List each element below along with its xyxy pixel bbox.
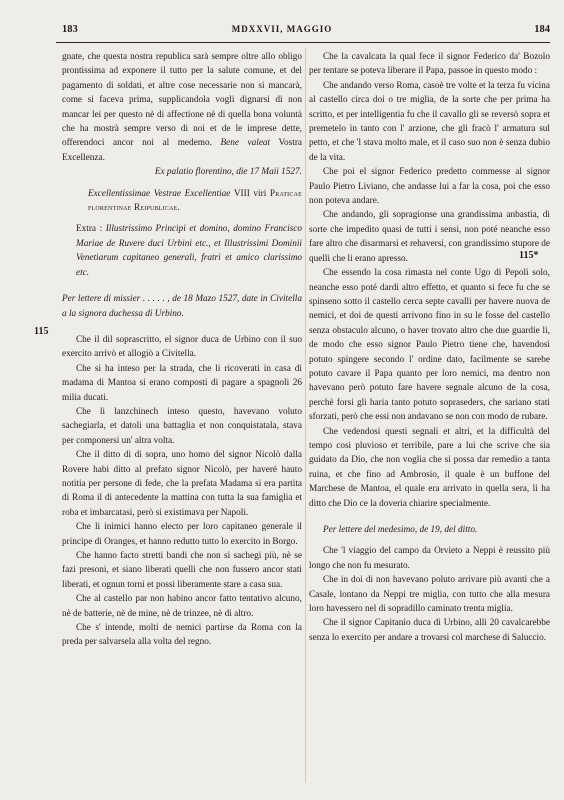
body-paragraph: Che il signor Capitanio duca di Urbino, alli 20 cavalcarebbe senza lo exercito per andare a trovarsi col marchese di Saluccio. (309, 618, 550, 643)
body-paragraph: Che essendo la cosa rimasta nel conte Ugo di Pepoli solo, neanche esso poté dardi altro effetto, et quanto si fece fu che se spinseno sotto il castello cerca septe cavalli per havere nuova de nemici, et doi de questi arrivono fino in su le fosse del castello senza obstaculo alcuno, o haver trovato altro che due guardie li, de modo che esso signor Paulo Pietro tiene che, havendosi potuto spingere secondo l' ordine dato, facilmente se sarebe potuto cavare il Papa quanto per loro nemici, ma dentro non havevano però potuto fare havere segnale alcuno de la cosa, perchè forsi gli haria tanto potuto sopraseders, che sariano stati sforzati, però che essi non andavano se non con modo de rubare. (309, 268, 550, 423)
body-paragraph: Che il dil soprascritto, el signor duca de Urbino con il suo exercito arrivò et allogiò a Civitella. (62, 334, 302, 360)
letter-paragraph: gnate, che questa nostra republica sarà sempre oltre allo obligo prontissima ad exponere il tutto per la salute comune, et del pagamento di soldati, et altre cose necessarie non si mancarà, come si faceva prima, supplicandola vogli dignarsi di non mancar lei per questo nè di affectione nè di quella bona voluntà che ha mostrà sempre verso di noi et de le imprese dette, offerendoci ancor noi al medemo. Bene valeat Vostra Excellenza. (62, 52, 302, 163)
body-paragraph: Che andando, gli sopragionse una grandissima anbastia, di sorte che impedito quasi de tutti i sensi, non poté neanche esso fare altro che disarmarsi et rehaversi, con grandissimo stupore de quelli che li erano apresso. (309, 210, 550, 264)
page-number-right: 184 (534, 24, 550, 35)
body-paragraph: Che li inimici hanno electo per loro capitaneo generale il principe di Oranges, et hanno redutto tutto lo exercito in Borgo. (62, 522, 302, 547)
section-heading: Per lettere di missier . . . . . , de 18 Mazo 1527, date in Civitella a la signora duchessa di Urbino. (62, 294, 302, 319)
body-paragraph: Che 'l viaggio del campo da Orvieto a Neppi è reussito più longo che non fu mesurato. (309, 546, 550, 571)
body-paragraph: Che si ha inteso per la strada, che li ricoverati in casa di madama di Mantoa si erano composti di pagare a spagnoli 26 milia ducati. (62, 363, 302, 403)
body-paragraph: Che poi el signor Federico predetto commesse al signor Paulo Pietro Liviano, che andasse lui a far la cosa, poi che esso non poteva andare. (309, 167, 550, 207)
right-column (309, 50, 550, 645)
section-heading: Per lettere del medesimo, de 19, del ditto. (323, 525, 478, 535)
dateline: Ex palatio florentino, die 17 Maii 1527. (154, 167, 302, 178)
body-paragraph: Che li lanzchinech inteso questo, havevano voluto sachegiarla, et datoli una battaglia et non conquistatala, stava per componersi un' altra volta. (62, 406, 302, 446)
running-header (0, 24, 564, 40)
body-paragraph: Che s' intende, molti de nemici partirse da Roma con la preda per salvarsela alla volta del regno. (62, 623, 302, 648)
margin-number-right: 115* (519, 250, 539, 261)
body-paragraph: Che in doi di non havevano poluto arrivare più avanti che a Casale, lontano da Neppi tre miglia, con tutto che alla mesura loro havessero nel di sopradillo caminato trenta miglia. (309, 575, 550, 615)
header-rule (56, 42, 550, 43)
running-title: MDXXVII, MAGGIO (231, 24, 333, 34)
left-column (62, 50, 302, 650)
body-paragraph: Che il ditto di di sopra, uno homo del signor Nicolò dalla Rovere habi ditto al prefato signor Nicolò, per haveré hauto notitia per persone di fede, che la prefata Madama si era partita di Roma il di antecedente la mattina con tutta la sua famiglia et roba et imbarcatasi, però si existimava per Napoli. (62, 450, 302, 518)
signature-block: Excellentissimae Vestrae Excellentiae VIII viri Praticae florentinae Reipublicae. (88, 188, 302, 214)
body-paragraph: Che la cavalcata la qual fece il signor Federico da' Bozolo per tentare se poteva liberare il Papa, passoe in questo modo : (309, 52, 550, 77)
address-block: Extra : Illustrissimo Principi et domino, domino Francisco Mariae de Ruvere duci Urbini etc., et Illustrissimi Dominii Venetiarum capitaneo generali, fratri et amico clarissimo etc. (76, 224, 302, 278)
body-paragraph: Che hanno facto stretti bandi che non si sachegi più, nè se fazi presoni, et siano liberati quelli che non fussero ancor stati liberati, et ognun torni et possi liberamente stare a casa sua. (62, 551, 302, 590)
page-number-left: 183 (62, 24, 78, 35)
margin-number-left: 115 (34, 326, 49, 337)
body-paragraph: Che vedendosi questi segnali et altri, et la difficultà del tempo cosi pluvioso et terribile, pare a lui che scrive che sia guidato da Dio, che non voglia che si possa dar remedio a tanta ruina, et che fino ad Ambrosio, il quale è un buffone del Marchese de Mantoa, el quale era arrivato in quella sera, li ha ditto che Dio ce la doveria chiarire specialmente. (309, 426, 550, 509)
body-paragraph: Che al castello par non habino ancor fatto tentativo alcuno, nè de batterie, nè de mine, nè de trinzee, nè di altro. (62, 594, 302, 619)
column-gutter (305, 48, 306, 783)
closing-phrase: Bene valeat (220, 138, 271, 149)
body-paragraph: Che andando verso Roma, casoè tre volte et la terza fu vicina al castello circa doi o tre miglia, de la sorte che per prima ha scritto, et per intelligentia fu che il cavallo gli se reversò sopra et premetelo in tanto con l' arzione, che gli fracò l' armatura sul petto, et che 'l stava molto male, et il caso suo non è senza dubio de la vita. (309, 80, 550, 163)
